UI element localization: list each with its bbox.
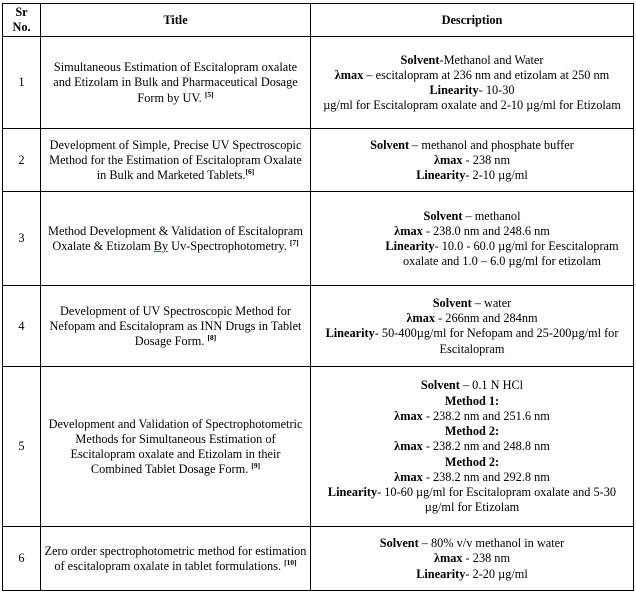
header-title: Title (41, 4, 311, 37)
desc-text: - 238 nm (462, 551, 511, 566)
desc-line (314, 239, 630, 269)
desc-line (314, 409, 630, 424)
header-sr-no: Sr No. (3, 4, 41, 37)
row-ref: [8] (207, 332, 217, 342)
desc-label: Solvent (432, 296, 472, 310)
desc-text: - 10.0 - 60.0 µg/ml for Eescitalopram oxalate and 1.0 – 6.0 µg/ml for etizolam (403, 238, 619, 269)
desc-line (314, 168, 630, 183)
row-ref: [10] (284, 557, 297, 567)
table-row (3, 367, 634, 527)
desc-label: λmax (394, 469, 423, 484)
desc-line (314, 439, 630, 454)
desc-text: - 238.0 nm and 248.6 nm (422, 223, 550, 238)
desc-text: – methanol (462, 208, 521, 223)
desc-label: Method 2: (444, 424, 500, 439)
row-description (311, 129, 634, 192)
row-description (311, 527, 634, 591)
desc-text: - 238.2 nm and 292.8 nm (422, 469, 550, 484)
row-ref: [7] (289, 237, 299, 247)
desc-text: -Methanol and Water (439, 52, 544, 67)
desc-text: - 50-400µg/ml for Nefopam and 25-200µg/ml for Escitalopram (374, 326, 619, 356)
desc-label: λmax (433, 152, 463, 167)
desc-label: Linearity (325, 326, 375, 341)
desc-text: - 238.2 nm and 251.6 nm (422, 408, 550, 423)
row-ref: [5] (204, 89, 214, 99)
desc-line (314, 296, 630, 311)
row-title-text: Development of UV Spectroscopic Method for Nefopam and Escitalopram as INN Drugs in Tablet Dosage Form. (49, 303, 302, 348)
row-sr: 4 (3, 286, 41, 367)
desc-text: - 2-10 µg/ml (465, 168, 528, 182)
desc-text: – 0.1 N HCl (459, 378, 524, 393)
row-title-text: Method Development & Validation of Escitalopram Oxalate & Etizolam (48, 223, 303, 253)
table-row (3, 192, 634, 286)
desc-text: - 266nm and 284nm (435, 311, 538, 326)
desc-text: - 238 nm (462, 152, 511, 167)
desc-line (314, 326, 630, 356)
desc-label: Method 1: (444, 393, 500, 408)
desc-label: Linearity (429, 82, 479, 97)
desc-line (314, 394, 630, 409)
row-ref: [9] (251, 461, 261, 471)
desc-label: λmax (433, 551, 463, 566)
desc-line (314, 153, 630, 168)
header-description: Description (311, 4, 634, 37)
desc-line (314, 83, 630, 98)
row-description (311, 286, 634, 367)
table-row (3, 37, 634, 129)
methods-table (2, 3, 634, 591)
desc-line (314, 311, 630, 326)
desc-label: Linearity (416, 168, 466, 182)
desc-text: – water (471, 296, 512, 310)
desc-label: Method 2: (444, 454, 500, 469)
row-title-underlined: By (153, 238, 169, 253)
desc-line (314, 536, 630, 551)
desc-label: λmax (394, 223, 423, 238)
desc-line (314, 224, 630, 239)
table-row (3, 286, 634, 367)
row-description (311, 367, 634, 527)
desc-line (314, 424, 630, 439)
row-sr: 5 (3, 367, 41, 527)
row-sr: 1 (3, 37, 41, 129)
desc-text: µg/ml for Escitalopram oxalate and 2-10 µg/ml for Etizolam (323, 98, 621, 113)
desc-label: λmax (394, 439, 423, 454)
desc-label: Solvent (400, 52, 440, 67)
row-title (41, 286, 311, 367)
row-title-text: Development and Validation of Spectrophotometric Methods for Simultaneous Estimation of Escitalopram oxalate and Etizolam in their Combined Tablet Dosage Form. (48, 416, 303, 477)
desc-line (314, 485, 630, 515)
desc-line (314, 551, 630, 566)
row-title-text-end: Uv-Spectrophotometry. (168, 238, 287, 253)
desc-line (314, 378, 630, 393)
desc-label: Solvent (420, 378, 460, 393)
row-title-text: Simultaneous Estimation of Escitalopram oxalate and Etizolam in Bulk and Pharmaceutical Dosage Form by UV. (53, 60, 298, 105)
desc-label: Solvent (379, 536, 419, 551)
desc-label: Solvent (370, 137, 410, 152)
desc-line (314, 53, 630, 68)
row-description (311, 192, 634, 286)
desc-line (314, 455, 630, 470)
row-title (41, 129, 311, 192)
row-sr: 6 (3, 527, 41, 591)
row-title-text: Development of Simple, Precise UV Spectroscopic Method for the Estimation of Escitalopram Oxalate in Bulk and Marketed Tablets. (49, 137, 302, 182)
row-title (41, 192, 311, 286)
desc-text: - 10-30 (478, 82, 515, 97)
desc-text: – escitalopram at 236 nm and etizolam at 250 nm (363, 67, 610, 82)
row-title (41, 37, 311, 129)
row-sr: 3 (3, 192, 41, 286)
row-title (41, 527, 311, 591)
desc-text: - 10-60 µg/ml for Escitalopram oxalate and 5-30 µg/ml for Etizolam (377, 484, 617, 515)
desc-text: – 80% v/v methanol in water (418, 536, 565, 551)
desc-line (314, 98, 630, 113)
desc-label: Linearity (385, 238, 435, 253)
desc-text: - 2-20 µg/ml (465, 566, 528, 581)
desc-line (314, 470, 630, 485)
row-title-text: Zero order spectrophotometric method for estimation of escitalopram oxalate in tablet formulations. (44, 543, 307, 573)
desc-text: – methanol and phosphate buffer (409, 137, 574, 152)
table-header-row (3, 4, 634, 37)
desc-label: λmax (406, 311, 436, 326)
desc-label: Linearity (416, 566, 466, 581)
row-title (41, 367, 311, 527)
desc-label: λmax (334, 67, 364, 82)
desc-text: - 238.2 nm and 248.8 nm (422, 439, 550, 454)
row-ref: [6] (245, 166, 255, 176)
desc-label: Solvent (423, 208, 463, 223)
row-sr: 2 (3, 129, 41, 192)
desc-line (314, 567, 630, 582)
desc-label: Linearity (327, 484, 378, 499)
desc-label: λmax (394, 408, 423, 423)
table-row (3, 129, 634, 192)
table-row (3, 527, 634, 591)
desc-line (314, 209, 630, 224)
desc-line (314, 68, 630, 83)
desc-line (314, 138, 630, 153)
row-description (311, 37, 634, 129)
